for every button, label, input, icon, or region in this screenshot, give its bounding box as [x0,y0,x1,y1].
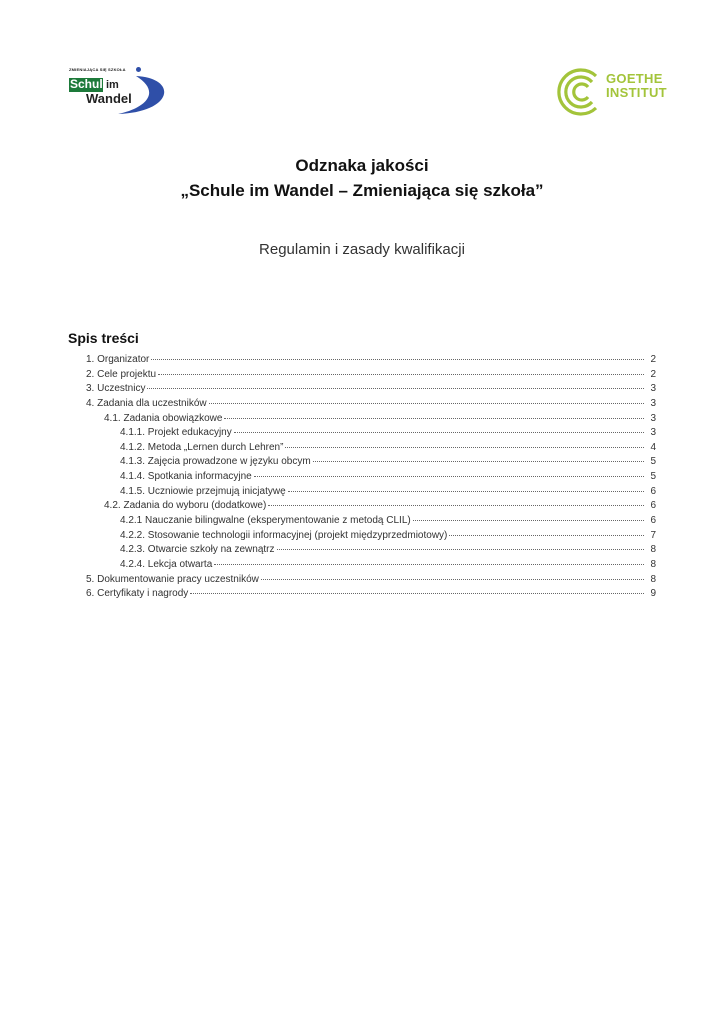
toc-entry[interactable] [86,398,656,413]
toc-entry-text: 2. Cele projektu [86,368,157,380]
logo-word-schule: Schule [70,77,110,91]
schule-im-wandel-logo [66,64,174,118]
document-subtitle: Regulamin i zasady kwalifikacji [259,241,465,258]
toc-dot-leader [261,579,644,580]
toc-dot-leader [234,432,644,433]
goethe-rings-icon [552,68,604,116]
toc-entry[interactable] [86,413,656,428]
toc-entry-page: 3 [650,397,656,409]
toc-entry-text: 4.1.5. Uczniowie przejmują inicjatywę [120,485,286,497]
table-of-contents [86,354,656,603]
toc-entry[interactable] [86,500,656,515]
toc-entry-text: 4.2.1 Nauczanie bilingwalne (eksperymentowanie z metodą CLIL) [120,515,411,527]
toc-dot-leader [147,388,644,389]
toc-entry-page: 7 [650,529,656,541]
toc-entry-text: 3. Uczestnicy [86,383,146,395]
toc-dot-leader [285,447,644,448]
toc-entry-text: 4.2.3. Otwarcie szkoły na zewnątrz [120,544,275,556]
toc-entry-page: 3 [650,427,656,439]
toc-entry-page: 6 [650,515,656,527]
toc-dot-leader [268,505,644,506]
goethe-line2: INSTITUT [606,85,667,100]
toc-entry[interactable] [86,530,656,545]
toc-entry-page: 8 [650,544,656,556]
toc-entry-text: 4.2.4. Lekcja otwarta [120,558,213,570]
toc-entry[interactable] [86,588,656,603]
logo-tagline: ZMIENIAJĄCA SIĘ SZKOŁA [69,67,126,72]
toc-entry-page: 4 [650,441,656,453]
toc-entry-text: 4.1. Zadania obowiązkowe [104,412,223,424]
toc-entry[interactable] [86,471,656,486]
toc-entry-page: 5 [650,456,656,468]
toc-entry-text: 4.1.4. Spotkania informacyjne [120,471,252,483]
toc-entry-page: 2 [650,368,656,380]
toc-dot-leader [413,520,644,521]
toc-dot-leader [209,403,644,404]
toc-dot-leader [254,476,644,477]
toc-entry-text: 4.1.3. Zajęcia prowadzone w języku obcym [120,456,311,468]
toc-entry[interactable] [86,544,656,559]
toc-dot-leader [277,549,644,550]
toc-entry-text: 4.2.2. Stosowanie technologii informacyjnej (projekt międzyprzedmiotowy) [120,529,448,541]
logo-word-im: im [106,79,119,91]
toc-entry-page: 9 [650,588,656,600]
toc-dot-leader [190,593,644,594]
toc-entry-text: 5. Dokumentowanie pracy uczestników [86,573,259,585]
toc-entry[interactable] [86,515,656,530]
toc-entry[interactable] [86,486,656,501]
toc-entry-page: 5 [650,471,656,483]
document-title-line2: „Schule im Wandel – Zmieniająca się szkoła” [180,181,544,200]
toc-entry-text: 4.1.1. Projekt edukacyjny [120,427,232,439]
toc-entry[interactable] [86,427,656,442]
toc-dot-leader [449,535,644,536]
toc-dot-leader [313,461,644,462]
toc-dot-leader [214,564,644,565]
toc-entry-page: 2 [650,354,656,365]
document-title-line1: Odznaka jakości [295,156,429,175]
toc-entry[interactable] [86,456,656,471]
toc-entry-text: 4.2. Zadania do wyboru (dodatkowe) [104,500,267,512]
goethe-line1: GOETHE [606,71,663,86]
toc-entry-page: 6 [650,485,656,497]
toc-dot-leader [224,418,644,419]
toc-entry-page: 8 [650,558,656,570]
toc-dot-leader [151,359,644,360]
toc-entry[interactable] [86,354,656,369]
toc-entry-page: 8 [650,573,656,585]
toc-entry-text: 1. Organizator [86,354,150,365]
toc-entry-page: 3 [650,412,656,424]
toc-dot-leader [158,374,644,375]
toc-entry[interactable] [86,559,656,574]
toc-dot-leader [288,491,644,492]
toc-entry[interactable] [86,383,656,398]
logo-dot [136,67,141,72]
toc-entry-text: 6. Certyfikaty i nagrody [86,588,189,600]
toc-entry-text: 4. Zadania dla uczestników [86,397,207,409]
toc-entry-page: 6 [650,500,656,512]
toc-entry[interactable] [86,369,656,384]
logo-word-wandel: Wandel [86,91,132,106]
toc-entry[interactable] [86,574,656,589]
toc-entry-text: 4.1.2. Metoda „Lernen durch Lehren” [120,441,284,453]
toc-entry-page: 3 [650,383,656,395]
goethe-institut-logo [552,68,667,116]
toc-heading: Spis treści [68,330,139,346]
toc-entry[interactable] [86,442,656,457]
